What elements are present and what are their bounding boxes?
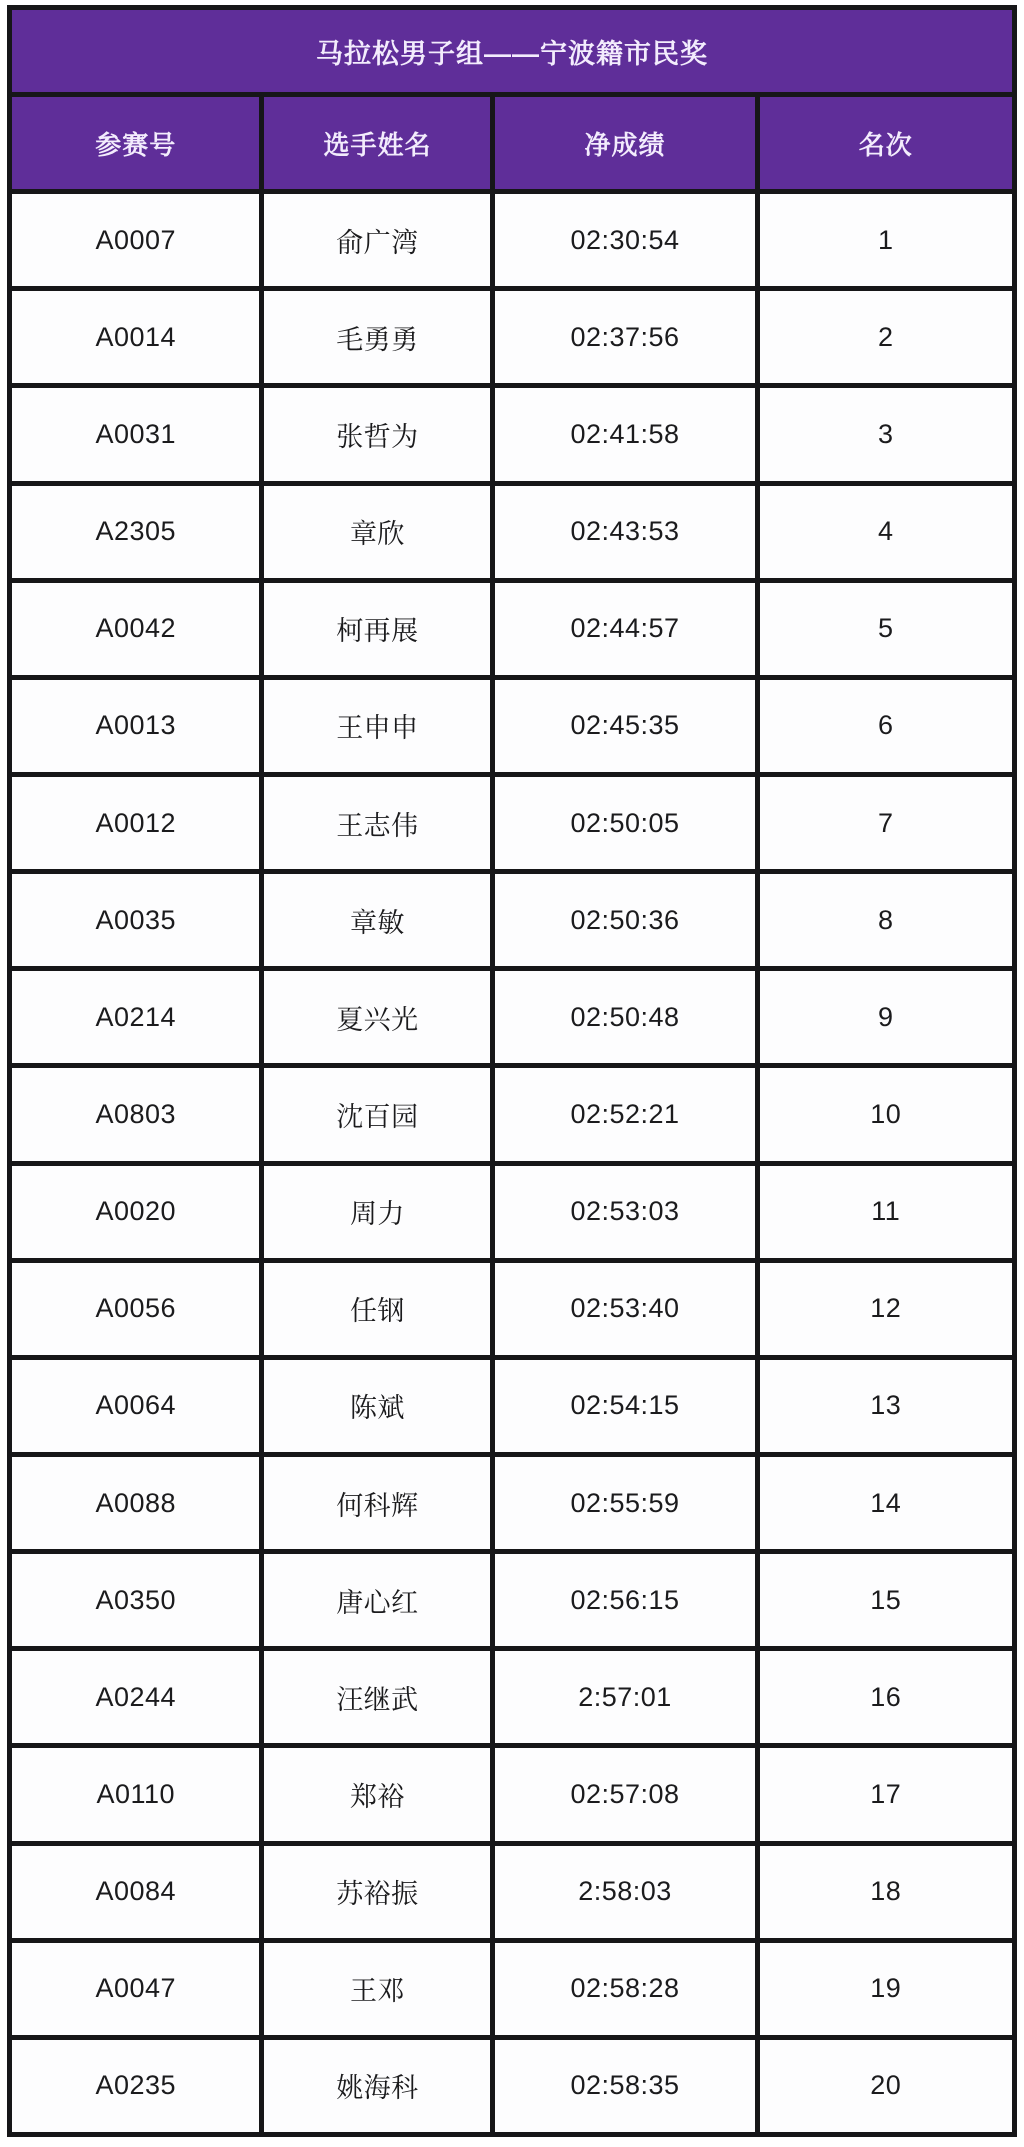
cell-rank: 5 [760, 583, 1012, 675]
cell-time: 02:58:35 [495, 2040, 754, 2132]
cell-name: 陈斌 [264, 1360, 490, 1452]
results-grid [12, 97, 1012, 2132]
cell-name: 任钢 [264, 1263, 490, 1355]
cell-bib: A0013 [12, 680, 259, 772]
cell-time: 02:37:56 [495, 291, 754, 383]
cell-rank: 14 [760, 1457, 1012, 1549]
cell-time: 02:44:57 [495, 583, 754, 675]
cell-name: 郑裕 [264, 1748, 490, 1840]
cell-bib: A0047 [12, 1943, 259, 2035]
cell-bib: A0350 [12, 1554, 259, 1646]
cell-bib: A0244 [12, 1651, 259, 1743]
cell-time: 02:41:58 [495, 388, 754, 480]
cell-rank: 20 [760, 2040, 1012, 2132]
cell-time: 02:55:59 [495, 1457, 754, 1549]
cell-rank: 2 [760, 291, 1012, 383]
cell-rank: 1 [760, 194, 1012, 286]
cell-name: 汪继武 [264, 1651, 490, 1743]
cell-name: 柯再展 [264, 583, 490, 675]
table-title-bar [12, 10, 1012, 92]
cell-bib: A0020 [12, 1166, 259, 1258]
cell-time: 02:52:21 [495, 1068, 754, 1160]
cell-bib: A0064 [12, 1360, 259, 1452]
cell-name: 苏裕振 [264, 1846, 490, 1938]
cell-rank: 15 [760, 1554, 1012, 1646]
cell-bib: A0014 [12, 291, 259, 383]
cell-time: 02:30:54 [495, 194, 754, 286]
cell-bib: A0012 [12, 777, 259, 869]
cell-name: 沈百园 [264, 1068, 490, 1160]
cell-time: 02:50:05 [495, 777, 754, 869]
table-title: 马拉松男子组——宁波籍市民奖 [316, 38, 708, 69]
cell-name: 张哲为 [264, 388, 490, 480]
cell-rank: 7 [760, 777, 1012, 869]
cell-rank: 8 [760, 874, 1012, 966]
cell-rank: 13 [760, 1360, 1012, 1452]
cell-rank: 11 [760, 1166, 1012, 1258]
cell-time: 02:45:35 [495, 680, 754, 772]
cell-time: 02:54:15 [495, 1360, 754, 1452]
header-cell-time: 净成绩 [495, 97, 754, 189]
cell-bib: A0007 [12, 194, 259, 286]
cell-time: 02:53:40 [495, 1263, 754, 1355]
cell-rank: 17 [760, 1748, 1012, 1840]
cell-time: 2:58:03 [495, 1846, 754, 1938]
cell-name: 章欣 [264, 486, 490, 578]
cell-bib: A0056 [12, 1263, 259, 1355]
cell-rank: 16 [760, 1651, 1012, 1743]
cell-bib: A2305 [12, 486, 259, 578]
header-cell-name: 选手姓名 [264, 97, 490, 189]
cell-bib: A0214 [12, 971, 259, 1063]
cell-rank: 4 [760, 486, 1012, 578]
cell-bib: A0235 [12, 2040, 259, 2132]
cell-name: 王邓 [264, 1943, 490, 2035]
cell-rank: 18 [760, 1846, 1012, 1938]
cell-time: 02:57:08 [495, 1748, 754, 1840]
cell-name: 毛勇勇 [264, 291, 490, 383]
cell-bib: A0803 [12, 1068, 259, 1160]
cell-bib: A0042 [12, 583, 259, 675]
cell-name: 章敏 [264, 874, 490, 966]
cell-rank: 6 [760, 680, 1012, 772]
cell-time: 02:53:03 [495, 1166, 754, 1258]
cell-time: 2:57:01 [495, 1651, 754, 1743]
cell-bib: A0110 [12, 1748, 259, 1840]
cell-time: 02:58:28 [495, 1943, 754, 2035]
header-cell-bib: 参赛号 [12, 97, 259, 189]
header-cell-rank: 名次 [760, 97, 1012, 189]
cell-name: 唐心红 [264, 1554, 490, 1646]
cell-name: 何科辉 [264, 1457, 490, 1549]
cell-rank: 12 [760, 1263, 1012, 1355]
cell-time: 02:50:48 [495, 971, 754, 1063]
cell-name: 王申申 [264, 680, 490, 772]
cell-bib: A0035 [12, 874, 259, 966]
cell-bib: A0084 [12, 1846, 259, 1938]
cell-name: 姚海科 [264, 2040, 490, 2132]
cell-bib: A0031 [12, 388, 259, 480]
cell-name: 王志伟 [264, 777, 490, 869]
cell-name: 俞广湾 [264, 194, 490, 286]
cell-bib: A0088 [12, 1457, 259, 1549]
cell-rank: 19 [760, 1943, 1012, 2035]
cell-time: 02:56:15 [495, 1554, 754, 1646]
cell-time: 02:43:53 [495, 486, 754, 578]
results-table [7, 5, 1017, 2137]
cell-name: 周力 [264, 1166, 490, 1258]
cell-rank: 3 [760, 388, 1012, 480]
cell-rank: 10 [760, 1068, 1012, 1160]
cell-rank: 9 [760, 971, 1012, 1063]
cell-name: 夏兴光 [264, 971, 490, 1063]
cell-time: 02:50:36 [495, 874, 754, 966]
